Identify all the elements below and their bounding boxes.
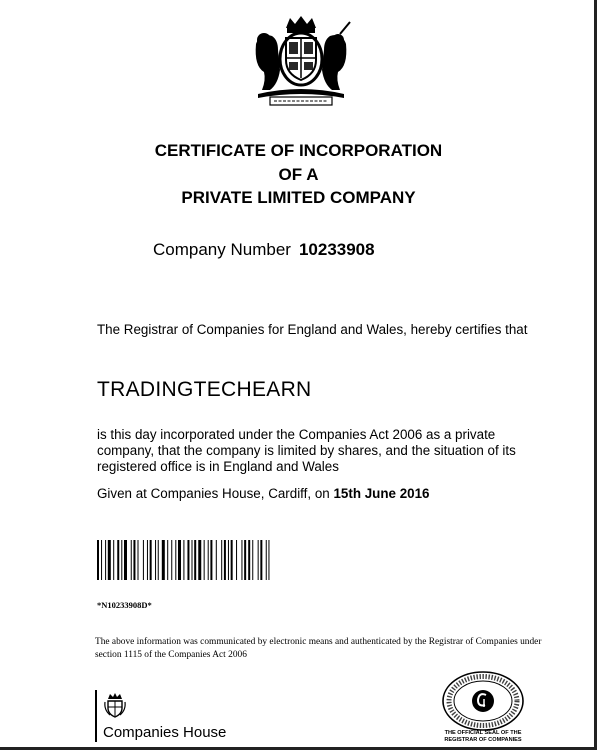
incorporated-paragraph: is this day incorporated under the Companies Act 2006 as a private company, that the company is limited by shares, and the situation of its registered office is in England and Wales	[97, 427, 516, 474]
royal-coat-of-arms-icon	[248, 14, 354, 106]
given-at-prefix: Given at Companies House, Cardiff, on	[97, 486, 330, 501]
given-at-line	[97, 486, 430, 501]
certifies-paragraph: The Registrar of Companies for England and Wales, hereby certifies that	[97, 322, 528, 337]
seal-caption-line-1: THE OFFICIAL SEAL OF THE	[444, 730, 522, 736]
title-line-1: CERTIFICATE OF INCORPORATION	[154, 141, 443, 160]
authentication-note: The above information was communicated by electronic means and authenticated by the Registrar of Companies under section 1115 of the Companies Act 2006	[95, 637, 542, 660]
certificate-title	[0, 139, 597, 210]
seal-caption	[420, 730, 546, 744]
seal-caption-line-2: REGISTRAR OF COMPANIES	[444, 737, 522, 743]
company-number	[153, 240, 375, 260]
logo-divider	[95, 690, 97, 742]
barcode-icon	[97, 540, 327, 580]
incorporation-date: 15th June 2016	[333, 486, 430, 501]
companies-house-name: Companies House	[103, 724, 227, 741]
title-line-3: PRIVATE LIMITED COMPANY	[181, 188, 416, 207]
title-line-2: OF A	[278, 164, 319, 184]
company-number-label: Company Number	[153, 240, 291, 259]
companies-house-logo	[95, 690, 265, 742]
barcode-text: *N10233908D*	[97, 600, 152, 610]
company-name: TRADINGTECHEARN	[97, 378, 312, 401]
company-number-value: 10233908	[298, 240, 375, 259]
registrar-seal-icon	[440, 670, 526, 732]
crown-crest-icon	[103, 692, 127, 718]
